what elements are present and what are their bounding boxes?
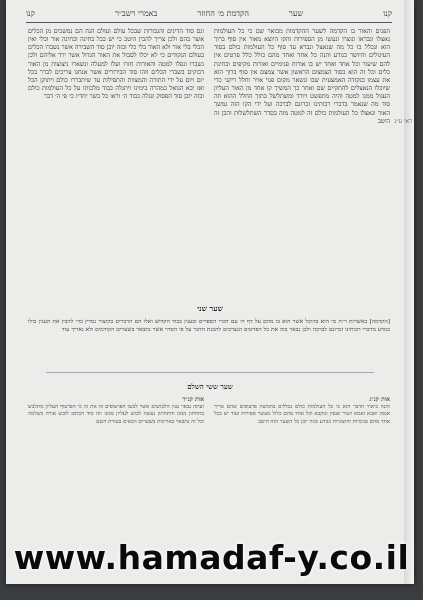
commentary-left-text: ועתה נבאר ענין הלבושים אשר לבשו הפרצופים זה את זה כי הפרצוף העליון מתלבש בתחתון ממנו והתחתון נעשה לבוש לעליון ממנו וזה סוד הכתוב לובש אורה כשלמה וכל זה נתבאר באריכות בשערים הבאים בעזרת השם — [28, 404, 204, 425]
full-width-paragraph: [הקדמה] באשרות ר״ח מי הוא בהיכל אשר הוא בו מהם על דף ח׳ עם דברי הספרים ובענין כבוד הקדוש ואלו הם הדברים בקיצור נמרץ כדי להבין את הענין כולו כנודע מדברי רבותינו זכרונם לברכה ולכן נבאר בזה את כל הפרטים הנצרכים להבנת הדבר על פי הסדר אשר נתבאר בשערים הקודמים ולא נאריך עוד — [28, 319, 390, 334]
header-right: קנו — [383, 8, 392, 18]
scanned-page — [6, 0, 414, 584]
section-divider — [46, 372, 374, 373]
commentary-right-heading: אות קנ״ג — [369, 396, 390, 403]
commentary-column-right — [214, 396, 390, 544]
header-left: קנו — [26, 8, 35, 18]
column-left: וגם סוד הדינים והגבורות שבכל עולם ועולם הנה הם נמשכים מן הכלים אשר בהם ולכן צריך להבין היטב כי יש בכל בחינה ובחינה אור וכלי ואין הכלי בלי אור ולא האור בלי כלי ובזה יובן סוד השבירה אשר נשברו הכלים בעולם הנקודים כי לא יכלו לסבול את האור הגדול אשר ירד אליהם ולכן נשברו ונפלו למטה והאורות חזרו ועלו למעלה ונשארו ניצוצות מן האור דבוקים בשברי הכלים וזהו סוד הבירורים אשר אנחנו צריכים לברר בכל יום ויום על ידי התורה והמצוות והתפילות עד שיתבררו כולם ויתוקן הכל ואז יבא הגואל במהרה בימינו ויתגלה כבוד מלכותו על כל העולמות כולם ובזה יובן סוד הפסוק ונגלה כבוד ה׳ וראו כל בשר יחדיו כי פי ה׳ דבר — [28, 28, 204, 101]
site-watermark: www.hamadaf-y.co.il — [13, 538, 410, 577]
running-header — [26, 6, 392, 20]
header-middle-center: הקדמת מ׳ החוזר — [197, 8, 249, 18]
commentary-columns — [28, 396, 390, 544]
page-edge-shadow — [404, 0, 414, 584]
column-right: הפנים והאור בו הקדמה לשער ההקדמות מבואר שם כי כל העולמות נאצלו ונבראו ונוצרו ונעשו מן הספירות והקו היוצא מאור אין סוף ברוך הוא ונכלל בו כל מה שנאצל ונברא עד סוף כל העולמות כולם בסוד העיגולים והיושר כנודע והנה כל אחד ואחד מהם כולל כלל פרטים אין להם שיעור וכל אחד ואחד יש בו אורות פנימיים ואורות מקיפים ובחינת כלים וכל זה הוא בסוד הצמצום הראשון אשר צמצם אין סוף ברוך הוא את עצמו בנקודה האמצעית שבו ונשאר מקום פנוי אויר וחלל ריקני כדי שיוכלו הנאצלים להתקיים שם ואחר כך המשיך קו אחד מן האור העליון העגול ממנו למטה והיה מתפשט ויורד ומשתלשל בתוך החלל ההוא וזה סוד מה שנאמר בדברי רבותינו זכרונם לברכה ועל ידי הקו הזה נמשך האור ונאצלו כל העולמות כולם זה למטה מזה בסדר השתלשלות והבן זה היטב — [214, 28, 390, 125]
header-middle-right: שער — [288, 8, 304, 18]
section-heading: שער שני — [197, 304, 223, 313]
commentary-left-heading: אות קנ״ד — [182, 396, 204, 403]
commentary-column-left — [28, 396, 204, 544]
main-columns — [28, 28, 390, 300]
header-middle — [115, 9, 303, 18]
header-middle-left: באמרי רשב״ר — [114, 8, 158, 18]
margin-note: דאי ע״ג — [394, 118, 412, 125]
section-heading-2: שער ששי השלם — [187, 382, 233, 391]
commentary-right-text: והנה ביאור הדבר הוא כי כל העולמות כולם נכללים בחמשה פרצופים שהם אריך אנפין ואבא ואמא וזעיר אנפין ונוקבא וכל אחד מהם כלול מעשר ספירות ועוד יש בכל אחד מהם פנימיות וחיצוניות כנודע ובזה יובן כל השער הזה היטב — [214, 404, 390, 425]
header-rule — [26, 22, 392, 23]
